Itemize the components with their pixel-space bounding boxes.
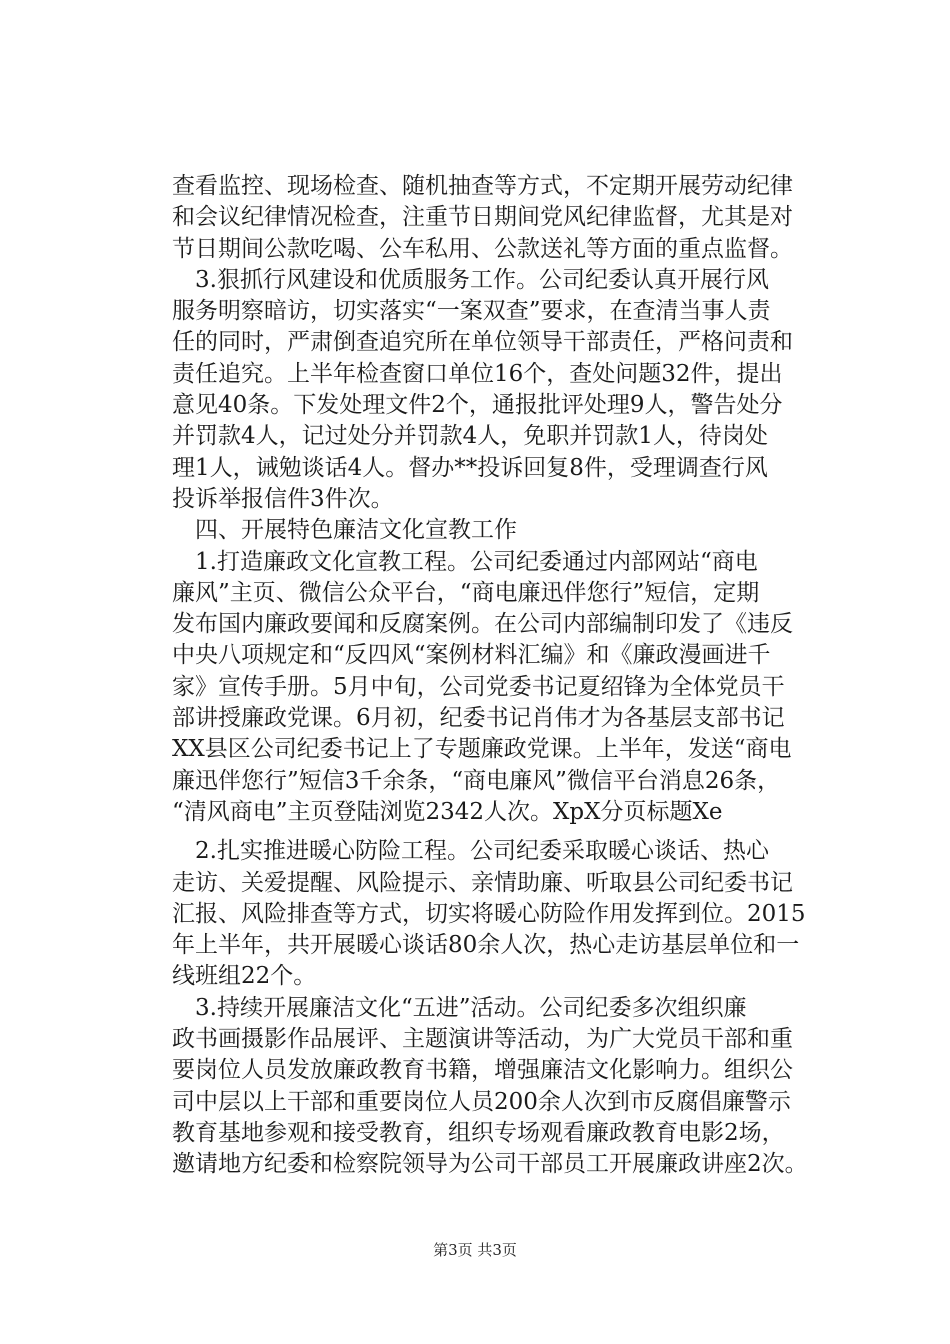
text-line: 政书画摄影作品展评、主题演讲等活动，为广大党员干部和重 bbox=[172, 1026, 793, 1053]
text-line: 3.狠抓行风建设和优质服务工作。公司纪委认真开展行风 bbox=[172, 266, 769, 293]
text-line: 2.扎实推进暖心防险工程。公司纪委采取暖心谈话、热心 bbox=[172, 838, 769, 865]
text-line: 廉迅伴您行”短信3千余条，“商电廉风”微信平台消息26条， bbox=[172, 767, 781, 794]
text-line: 理1人，诫勉谈话4人。督办**投诉回复8件，受理调查行风 bbox=[172, 454, 768, 481]
text-line: 投诉举报信件3件次。 bbox=[172, 485, 394, 512]
paragraph-gap bbox=[172, 828, 822, 836]
text-line: 节日期间公款吃喝、公车私用、公款送礼等方面的重点监督。 bbox=[172, 235, 793, 262]
text-line: 1.打造廉政文化宣教工程。公司纪委通过内部网站“商电 bbox=[172, 548, 758, 575]
text-line: 查看监控、现场检查、随机抽查等方式，不定期开展劳动纪律 bbox=[172, 173, 793, 199]
text-line: 任的同时，严肃倒查追究所在单位领导干部责任，严格问责和 bbox=[172, 329, 793, 356]
text-line: 意见40条。下发处理文件2个，通报批评处理9人，警告处分 bbox=[172, 392, 783, 419]
text-line: 年上半年，共开展暖心谈话80余人次，热心走访基层单位和一 bbox=[172, 932, 800, 959]
text-line: 走访、关爱提醒、风险提示、亲情助廉、听取县公司纪委书记 bbox=[172, 869, 793, 896]
text-line: 廉风”主页、微信公众平台，“商电廉迅伴您行”短信，定期 bbox=[172, 579, 760, 606]
text-line: 中央八项规定和“反四风“案例材料汇编》和《廉政漫画进千 bbox=[172, 642, 771, 669]
text-line: 汇报、风险排查等方式，切实将暖心防险作用发挥到位。2015 bbox=[172, 900, 806, 927]
text-line: 教育基地参观和接受教育，组织专场观看廉政教育电影2场， bbox=[172, 1119, 785, 1146]
text-line: 并罚款4人，记过处分并罚款4人，免职并罚款1人，待岗处 bbox=[172, 423, 768, 450]
text-line: 司中层以上干部和重要岗位人员200余人次到市反腐倡廉警示 bbox=[172, 1088, 791, 1115]
section-heading: 四、开展特色廉洁文化宣教工作 bbox=[172, 517, 517, 544]
text-line: 线班组22个。 bbox=[172, 963, 317, 990]
text-line: 责任追究。上半年检查窗口单位16个，查处问题32件，提出 bbox=[172, 360, 783, 387]
text-line: 服务明察暗访，切实落实“一案双查”要求，在查清当事人责 bbox=[172, 298, 771, 325]
text-line: 3.持续开展廉洁文化“五进”活动。公司纪委多次组织廉 bbox=[172, 994, 747, 1021]
page-number-footer: 第3页 共3页 bbox=[433, 1241, 517, 1259]
text-line: 和会议纪律情况检查，注重节日期间党风纪律监督，尤其是对 bbox=[172, 204, 793, 231]
text-line: 要岗位人员发放廉政教育书籍，增强廉洁文化影响力。组织公 bbox=[172, 1057, 793, 1084]
text-line: 部讲授廉政党课。6月初，纪委书记肖伟才为各基层支部书记 bbox=[172, 705, 785, 732]
text-line: 家》宣传手册。5月中旬，公司党委书记夏绍锋为全体党员干 bbox=[172, 673, 785, 700]
text-line: “清风商电”主页登陆浏览2342人次。XpX分页标题Xe bbox=[172, 798, 723, 825]
text-line: 发布国内廉政要闻和反腐案例。在公司内部编制印发了《违反 bbox=[172, 611, 793, 638]
document-body bbox=[172, 171, 822, 1181]
text-line: 邀请地方纪委和检察院领导为公司干部员工开展廉政讲座2次。 bbox=[172, 1151, 808, 1178]
text-line: XX县区公司纪委书记上了专题廉政党课。上半年，发送“商电 bbox=[172, 736, 792, 763]
